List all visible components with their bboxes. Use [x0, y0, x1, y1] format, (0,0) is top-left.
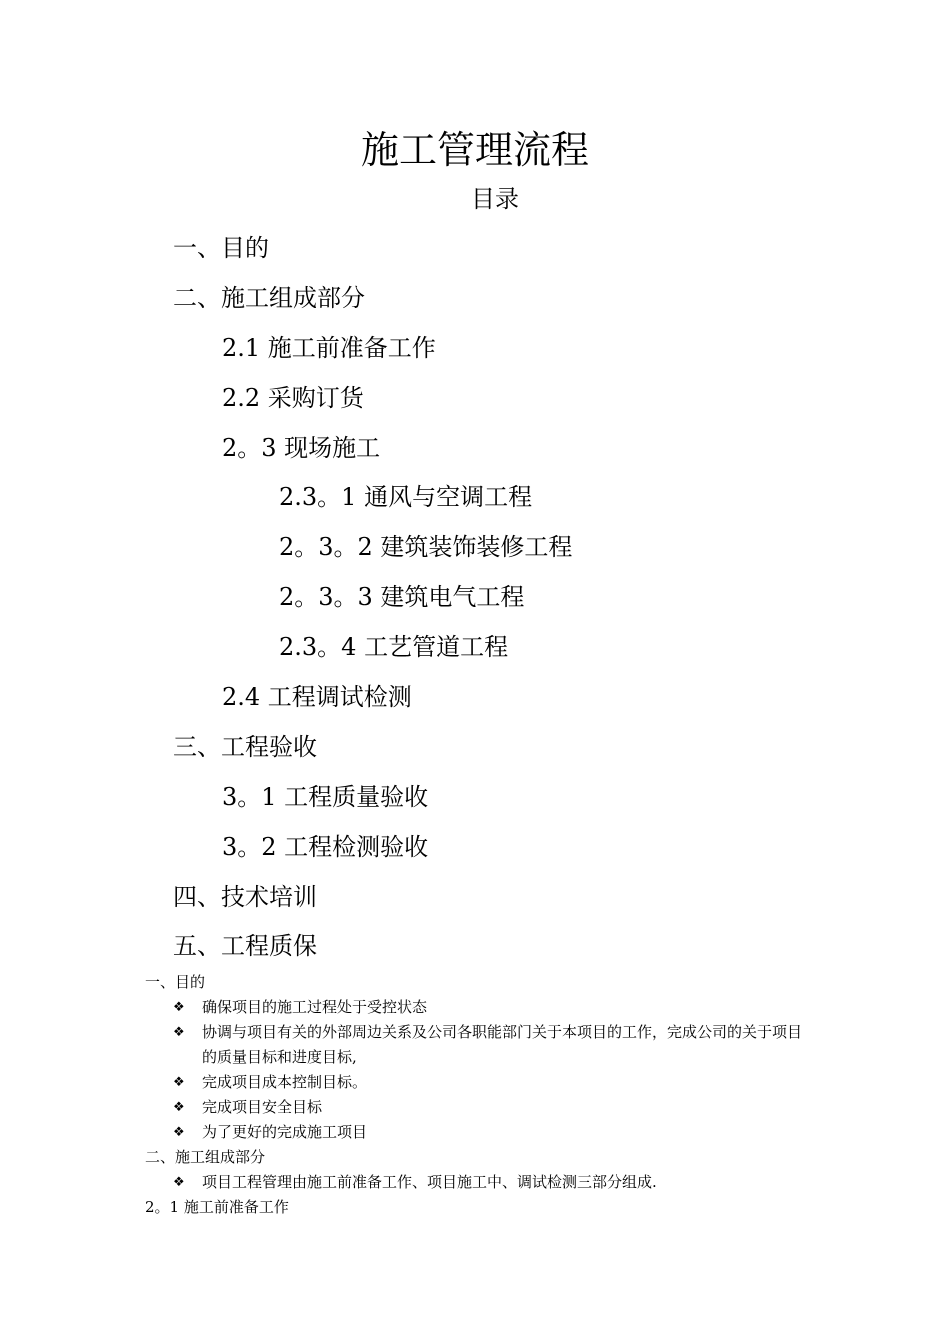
toc-item[interactable]: 2。3。3 建筑电气工程 — [279, 583, 525, 612]
toc-item[interactable]: 2。3。2 建筑装饰装修工程 — [279, 533, 573, 562]
list-item — [0, 1120, 812, 1145]
bullet-list — [0, 1170, 950, 1195]
document-body — [0, 970, 950, 1220]
document-title: 施工管理流程 — [360, 128, 589, 172]
toc-item[interactable]: 五、工程质保 — [173, 932, 317, 961]
toc-item[interactable]: 二、施工组成部分 — [173, 283, 365, 312]
toc-item[interactable]: 2.1 施工前准备工作 — [222, 333, 436, 362]
list-item — [0, 1170, 812, 1195]
section-heading: 2。1 施工前准备工作 — [145, 1198, 289, 1216]
diamond-bullet-icon: ❖ — [173, 1000, 185, 1015]
list-item-text: 确保项目的施工过程处于受控状态 — [202, 998, 428, 1016]
section-heading: 二、施工组成部分 — [145, 1148, 266, 1166]
toc-item[interactable]: 四、技术培训 — [173, 882, 317, 911]
list-item — [0, 1070, 812, 1095]
list-item — [0, 995, 812, 1020]
table-of-contents — [0, 224, 950, 972]
list-item-text: 为了更好的完成施工项目 — [202, 1123, 368, 1141]
toc-item[interactable]: 2.3。4 工艺管道工程 — [279, 633, 509, 662]
list-item-text: 完成项目成本控制目标。 — [202, 1073, 368, 1091]
toc-heading: 目录 — [471, 185, 519, 213]
toc-item[interactable]: 2.4 工程调试检测 — [222, 683, 412, 712]
list-item — [0, 1020, 812, 1070]
list-item-text: 项目工程管理由施工前准备工作、项目施工中、调试检测三部分组成. — [202, 1173, 657, 1191]
diamond-bullet-icon: ❖ — [173, 1175, 185, 1190]
toc-item[interactable]: 2。3 现场施工 — [222, 433, 381, 462]
list-item-text: 协调与项目有关的外部周边关系及公司各职能部门关于本项目的工作，完成公司的关于项目的质量目标和进度目标, — [202, 1023, 803, 1066]
toc-item[interactable]: 2.3。1 通风与空调工程 — [279, 483, 533, 512]
toc-item[interactable]: 一、目的 — [173, 234, 269, 262]
list-item-text: 完成项目安全目标 — [202, 1098, 323, 1116]
bullet-list — [0, 995, 950, 1145]
diamond-bullet-icon: ❖ — [173, 1125, 185, 1140]
section-heading: 一、目的 — [145, 973, 206, 991]
list-item — [0, 1095, 812, 1120]
diamond-bullet-icon: ❖ — [173, 1075, 185, 1090]
diamond-bullet-icon: ❖ — [173, 1025, 185, 1040]
toc-item[interactable]: 三、工程验收 — [173, 732, 317, 761]
toc-item[interactable]: 2.2 采购订货 — [222, 383, 364, 412]
diamond-bullet-icon: ❖ — [173, 1100, 185, 1115]
toc-item[interactable]: 3。1 工程质量验收 — [222, 782, 429, 811]
toc-item[interactable]: 3。2 工程检测验收 — [222, 832, 429, 861]
